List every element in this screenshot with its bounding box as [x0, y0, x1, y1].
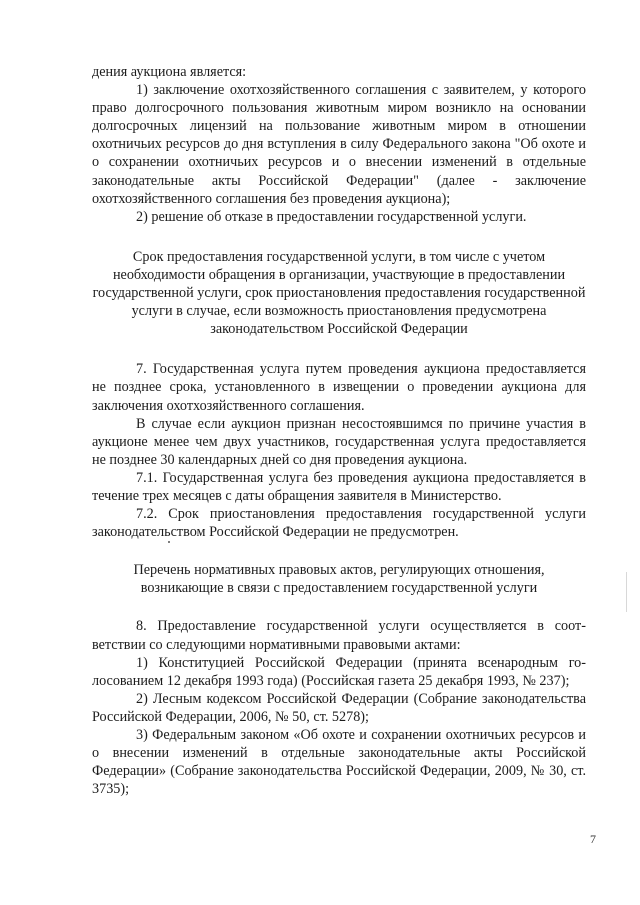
paragraph-8: 8. Предоставление государственной услуги осуществляется в соответствии со следующими нормативными правовыми актами: [92, 618, 586, 653]
paragraph-7-2: 7.2. Срок приостановления предоставления государственной услуги законодательством Российской Федерации не предусмотрен. [92, 506, 586, 541]
scan-speck [168, 541, 170, 543]
paragraph-8-item-1: 1) Конституцией Российской Федерации (принята всенародным голосованием 12 декабря 1993 года) (Российская газета 25 декабря 1993, № 237); [92, 654, 586, 689]
section-heading-term: Срок предоставления государственной услуги, в том числе с учетом необходимости обращения в организации, участвующие в предоставлении государственной услуги, срок приостановления предоставления государственной услуги в случае, если возможность приостановления предусмотрена законодательством Российской Федерации [92, 248, 586, 338]
section-heading-legal-acts: Перечень нормативных правовых актов, регулирующих отношения, возникающие в связи с предоставлением государственной услуги [133, 562, 545, 597]
paragraph-7-failed-auction: В случае если аукцион признан несостоявшимся по причине участия в аукционе менее чем двух участников, государственная услуга предоставляется не позднее 30 календарных дней со дня проведения аукциона. [92, 415, 586, 468]
paragraph-7-1: 7.1. Государственная услуга без проведения аукциона предоставляется в течение трех месяцев с даты обращения заявителя в Министерство. [92, 469, 586, 504]
scan-margin-mark [626, 572, 631, 612]
paragraph-8-item-2: 2) Лесным кодексом Российской Федерации (Собрание законодательства Российской Федерации, 2006, № 50, ст. 5278); [92, 690, 586, 725]
section-8 [92, 617, 586, 798]
paragraph-7: 7. Государственная услуга путем проведения аукциона предоставляется не позднее срока, установленного в извещении о проведении аукциона для заключения охотхозяйственного соглашения. [92, 361, 586, 414]
section-7 [92, 360, 586, 541]
paragraph-8-item-3: 3) Федеральным законом «Об охоте и сохранении охотничьих ресурсов и о внесении изменений в отдельные законодательные акты Российской Федерации» (Собрание законодательства Российской Федерации, 2009, № 30, ст. 3735); [92, 727, 586, 798]
paragraph-item-1: 1) заключение охотхозяйственного соглашения с заявителем, у которого право долгосрочного пользования животным миром возникло на основании долгосрочных лицензий на пользование животным миром в отношении охотничьих ресурсов до дня вступления в силу Федерального закона "Об охоте и о сохранении охотничьих ресурсов и о внесении изменений в отдельные законодательные акты Российской Федерации" (далее - заключение охотхозяйственного соглашения без проведения аукциона); [92, 82, 586, 207]
document-page [92, 63, 586, 798]
paragraph-continuation: дения аукциона является: [92, 64, 247, 80]
paragraph-item-2: 2) решение об отказе в предоставлении государственной услуги. [136, 208, 527, 225]
page-number: 7 [590, 832, 596, 846]
